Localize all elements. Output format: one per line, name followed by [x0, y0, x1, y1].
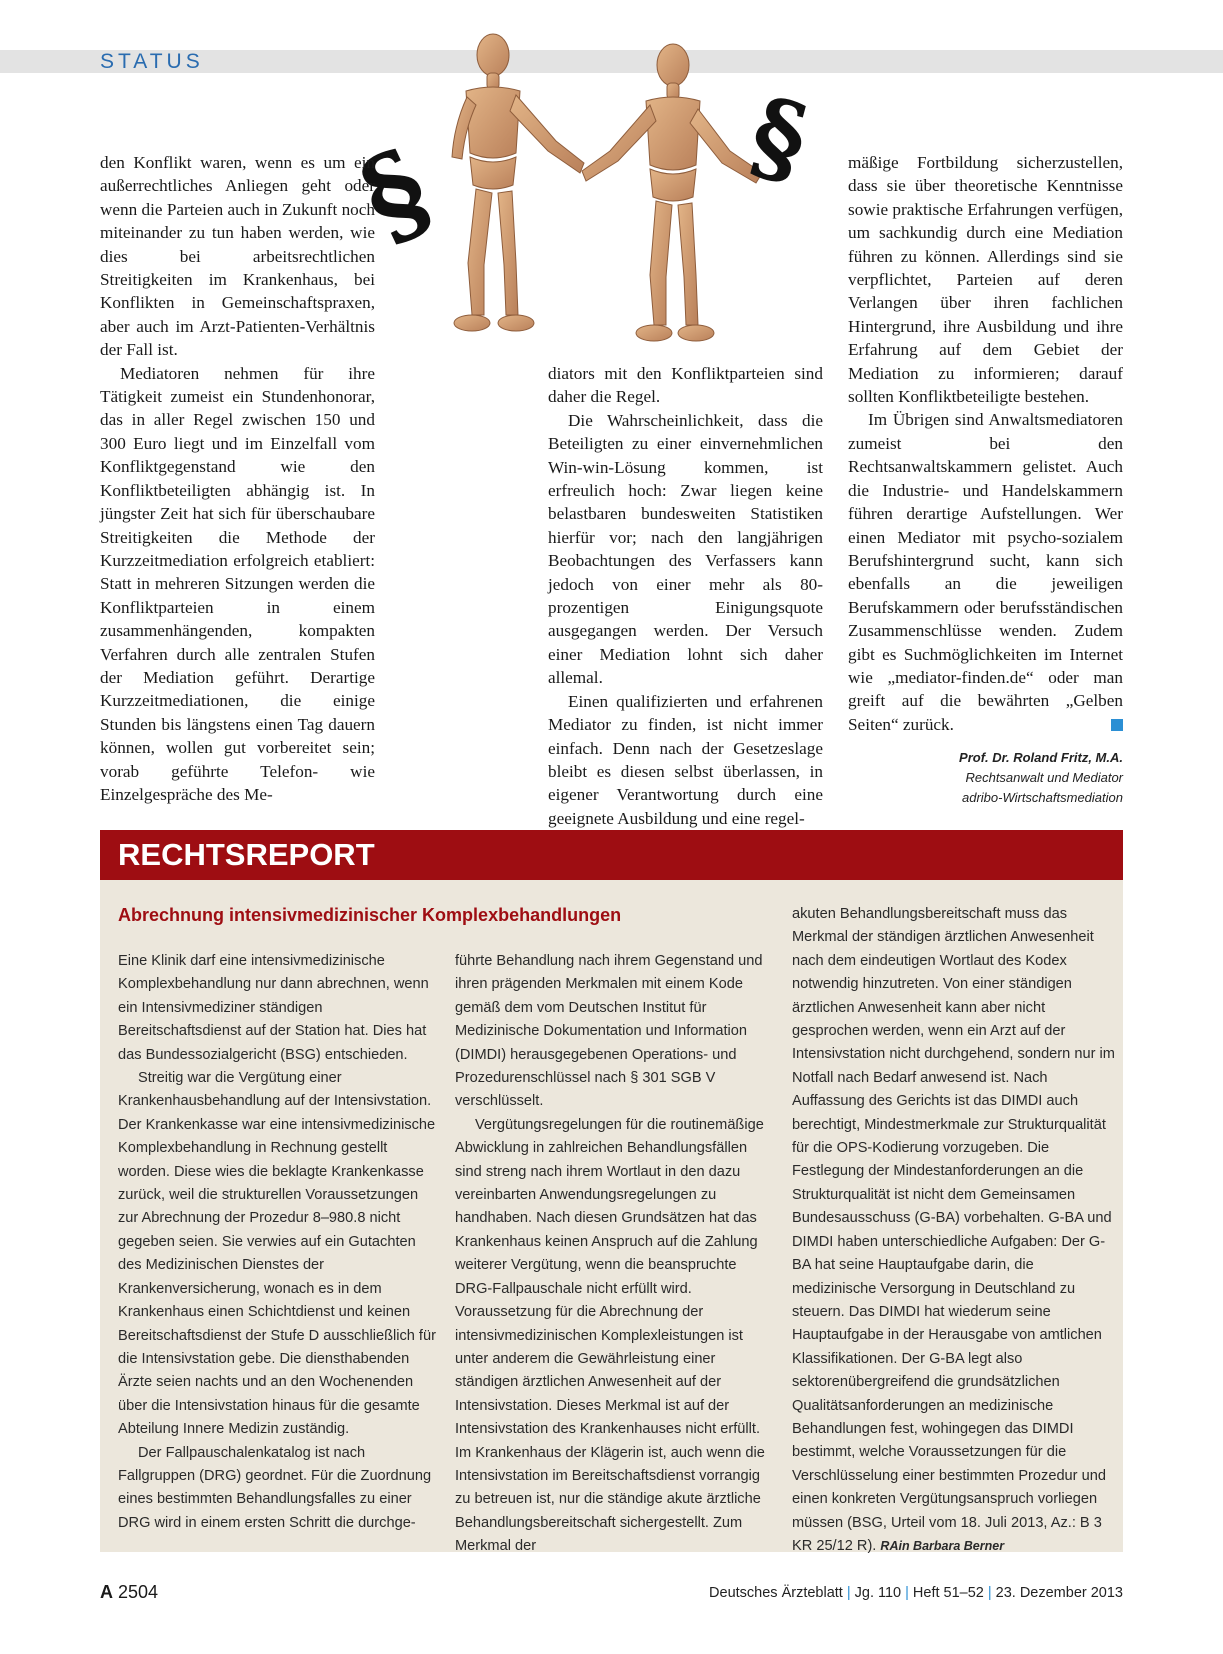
- paragraph-sign-right-icon: §: [738, 73, 820, 202]
- report-paragraph: Streitig war die Vergütung einer Krankenhausbehandlung auf der Intensivstation. Der Krankenkasse war eine intensivmedizinische Komplexbehandlung in Rechnung gestellt worden. Diese wies die beklagte Krankenkasse zurück, weil die strukturellen Voraussetzungen zur Abrechnung der Prozedur 8–980.8 nicht gegeben seien. Sie verwies auf ein Gutachten des Medizinischen Dienstes der Krankenversicherung, wonach es in dem Krankenhaus einen Schichtdienst und keinen Bereitschaftsdienst der Stufe D ausschließlich für die Intensivstation gebe. Die diensthabenden Ärzte seien nachts und an den Wochenenden über die Intensivstation hinaus für die gesamte Abteilung Innere Medizin zuständig.: [118, 1070, 436, 1438]
- article-column-2: [548, 362, 823, 830]
- rechtsreport-title: Abrechnung intensivmedizinischer Komplexbehandlungen: [118, 905, 622, 925]
- article-paragraph: Einen qualifizierten und erfahrenen Mediator zu finden, ist nicht immer einfach. Denn nach der Gesetzeslage bleibt es diesen selbst überlassen, in eigener Verantwortung durch eine geeignete Ausbildung und eine regel-: [548, 691, 823, 828]
- left-mannequin: [452, 34, 584, 331]
- journal-name: Deutsches Ärzteblatt: [709, 1585, 843, 1601]
- journal-volume: Jg. 110: [854, 1585, 902, 1601]
- section-label: STATUS: [100, 50, 204, 73]
- rechtsreport-header: RECHTSREPORT: [100, 830, 1123, 880]
- article-paragraph: Mediatoren nehmen für ihre Tätigkeit zumeist ein Stundenhonorar, das in aller Regel zwischen 150 und 300 Euro liegt und im Einzelfall vom Konfliktgegenstand wie den Konfliktbeteiligten abhängig ist. In jüngster Zeit hat sich für überschaubare Streitigkeiten die Methode der Kurzzeitmediation erfolgreich etabliert: Statt in mehreren Sitzungen werden die Konfliktparteien in einem zusammenhängenden, kompakten Verfahren durch alle zentralen Stufen der Mediation geführt. Derartige Kurzzeitmediationen, die einige Stunden bis längstens einen Tag dauern können, wollen gut vorbereitet sein; vorab geführte Telefon- wie Einzelgespräche des Me-: [100, 363, 375, 804]
- report-column-3: [792, 903, 1115, 1558]
- author-block: [848, 748, 1123, 808]
- page-number-value: 2504: [118, 1582, 159, 1602]
- article-column-1: [100, 151, 375, 806]
- article-paragraph: mäßige Fortbildung sicherzustellen, dass sie über theoretische Kenntnisse sowie praktische Erfahrungen verfügen, um sachkundig durch eine Mediation führen zu können. Allerdings sind sie verpflichtet, Parteien auf deren Verlangen über ihren fachlichen Hintergrund, ihre Ausbildung und ihre Erfahrung auf dem Gebiet der Mediation zu informieren; darauf sollten Konfliktbeteiligte bestehen.: [848, 153, 1123, 407]
- author-role: Rechtsanwalt und Mediator: [965, 770, 1123, 785]
- article-paragraph: diators mit den Konfliktparteien sind daher die Regel.: [548, 364, 823, 407]
- right-mannequin: [582, 44, 762, 341]
- report-column-2: [455, 950, 777, 1559]
- paragraph-sign-left-icon: §: [341, 123, 449, 265]
- report-paragraph: [792, 903, 1115, 1558]
- journal-issue: Heft 51–52: [912, 1585, 984, 1601]
- article-paragraph: Die Wahrscheinlichkeit, dass die Beteiligten zu einer einvernehmlichen Win-win-Lösung kommen, ist erfreulich hoch: Zwar liegen keine belastbaren bundesweiten Statistiken hierfür vor; nach den langjährigen Beobachtungen des Verfassers kann jedoch von einer mehr als 80-prozentigen Einigungsquote ausgegangen werden. Der Versuch einer Mediation lohnt sich daher allemal.: [548, 410, 823, 688]
- report-column-1: [118, 950, 440, 1535]
- report-paragraph: Eine Klinik darf eine intensivmedizinische Komplexbehandlung nur dann abrechnen, wenn ein Intensivmediziner ständigen Bereitschaftsdienst auf der Station hat. Dies hat das Bundessozialgericht (BSG) entschieden.: [118, 953, 429, 1063]
- author-organization: adribo-Wirtschaftsmediation: [961, 790, 1123, 805]
- mannequins-illustration: [341, 25, 875, 365]
- author-name: Prof. Dr. Roland Fritz, M.A.: [959, 750, 1123, 765]
- article-paragraph: den Konflikt waren, wenn es um ein außerrechtliches Anliegen geht oder wenn die Parteien auch in Zukunft noch miteinander zu tun haben werden, wie dies bei arbeitsrechtlichen Streitigkeiten im Krankenhaus, bei Konflikten in Gemeinschaftspraxen, aber auch im Arzt-Patienten-Verhältnis der Fall ist.: [100, 153, 375, 360]
- page-number: [100, 1582, 158, 1603]
- page-prefix: A: [100, 1582, 113, 1602]
- journal-footer: [709, 1585, 1123, 1601]
- report-paragraph: Der Fallpauschalenkatalog ist nach Fallgruppen (DRG) geordnet. Für die Zuordnung eines bestimmten Behandlungsfalles zu einer DRG wird in einem ersten Schritt die durchge-: [118, 1444, 432, 1531]
- report-paragraph: führte Behandlung nach ihrem Gegenstand und ihren prägenden Merkmalen mit einem Kode gemäß dem vom Deutschen Institut für Medizinische Dokumentation und Information (DIMDI) herausgegebenen Operations- und Prozedurenschlüssel nach § 301 SGB V verschlüsselt.: [455, 953, 763, 1110]
- report-signature: RAin Barbara Berner: [880, 1538, 1005, 1553]
- footer-separator: |: [987, 1585, 992, 1601]
- footer-separator: |: [905, 1585, 909, 1601]
- article-paragraph: [848, 408, 1123, 736]
- report-paragraph-text: akuten Behandlungsbereitschaft muss das Merkmal der ständigen ärztlichen Anwesenheit nach dem eindeutigen Wortlaut des Kodex notwendig hinzutreten. Von einer ständigen ärztlichen Anwesenheit kann aber nicht gesprochen werden, wenn ein Arzt auf der Intensivstation nicht durchgehend, sondern nur im Notfall nach Bedarf anwesend ist. Nach Auffassung des Gerichts ist das DIMDI auch berechtigt, Mindestmerkmale zur Strukturqualität für die OPS-Kodierung vorzugeben. Die Festlegung der Mindestanforderungen an die Strukturqualität ist nicht dem Gemeinsamen Bundesausschuss (G-BA) vorbehalten. G-BA und DIMDI haben unterschiedliche Aufgaben: Der G-BA hat seine Hauptaufgabe darin, die medizinische Versorgung in Deutschland zu steuern. Das DIMDI hat wiederum seine Hauptaufgabe in der Herausgabe von amtlichen Klassifikationen. Der G-BA legt also sektorenübergreifend die grundsätzlichen Qualitätsanforderungen an medizinische Behandlungen fest, wohingegen das DIMDI bestimmt, welche Voraussetzungen für die Verschlüsselung einer bestimmten Prozedur und einen konkreten Vergütungsanspruch vorliegen müssen (BSG, Urteil vom 18. Juli 2013, Az.: B 3 KR 25/12 R).: [792, 906, 1115, 1554]
- article-column-3: [848, 151, 1123, 736]
- end-mark-icon: [1111, 719, 1123, 731]
- article-paragraph-text: Im Übrigen sind Anwaltsmediatoren zumeist bei den Rechtsanwaltskammern gelistet. Auch die Industrie- und Handelskammern führen derartige Aufstellungen. Wer einen Mediator mit psycho-sozialem Berufshintergrund sucht, kann sich ebenfalls an die jeweiligen Berufskammern oder berufsständischen Zusammenschlüsse wenden. Zudem gibt es Suchmöglichkeiten im Internet wie „mediator-finden.de“ oder man greift auf die bewährten „Gelben Seiten“ zurück.: [848, 410, 1123, 734]
- journal-date: 23. Dezember 2013: [995, 1585, 1123, 1601]
- footer-separator: |: [846, 1585, 851, 1601]
- report-paragraph: Vergütungsregelungen für die routinemäßige Abwicklung in zahlreichen Behandlungsfällen sind streng nach ihrem Wortlaut in den dazu vereinbarten Anwendungsregelungen zu handhaben. Nach diesen Grundsätzen hat das Krankenhaus keinen Anspruch auf die Zahlung weiterer Vergütung, wenn die beanspruchte DRG-Fallpauschale nicht erfüllt wird. Voraussetzung für die Abrechnung der intensivmedizinischen Komplexleistungen ist unter anderem die Gewährleistung einer ständigen ärztlichen Anwesenheit auf der Intensivstation. Dieses Merkmal ist auf der Intensivstation des Krankenhauses nicht erfüllt. Im Krankenhaus der Klägerin ist, auch wenn die Intensivstation im Bereitschaftsdienst vorrangig zu betreuen ist, nur die ständige akute ärztliche Behandlungsbereitschaft sichergestellt. Zum Merkmal der: [455, 1116, 765, 1555]
